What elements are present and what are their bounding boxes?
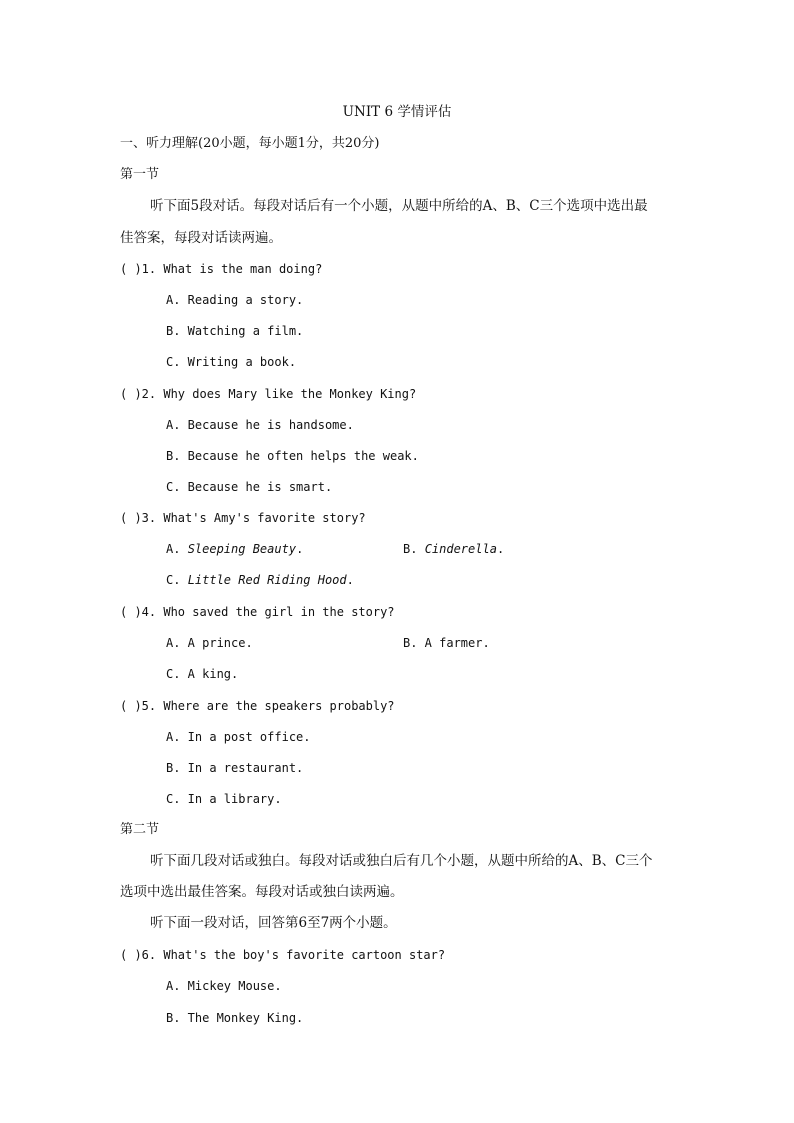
option-end: . bbox=[496, 542, 505, 556]
question-1-option-c: C. Writing a book. bbox=[166, 355, 297, 369]
section-heading: 一、听力理解(20小题，每小题1分，共20分) bbox=[120, 136, 380, 151]
question-2-option-c: C. Because he is smart. bbox=[166, 480, 333, 494]
question-4-option-b: B. A farmer. bbox=[403, 636, 490, 650]
question-2-option-b: B. Because he often helps the weak. bbox=[166, 449, 419, 463]
question-6-option-a: A. Mickey Mouse. bbox=[166, 979, 282, 993]
question-6-option-b: B. The Monkey King. bbox=[166, 1011, 304, 1025]
question-4-option-a: A. A prince. bbox=[166, 636, 253, 650]
question-5-option-c: C. In a library. bbox=[166, 792, 282, 806]
question-1-stem: ( )1. What is the man doing? bbox=[120, 262, 323, 276]
story-title: Sleeping Beauty bbox=[187, 542, 297, 556]
option-end: . bbox=[296, 542, 304, 556]
part1-heading: 第一节 bbox=[120, 167, 160, 182]
option-prefix: C. bbox=[166, 573, 188, 587]
part1-instruction-line1: 听下面5段对话。每段对话后有一个小题，从题中所给的A、B、C三个选项中选出最 bbox=[150, 198, 648, 214]
question-5-option-b: B. In a restaurant. bbox=[166, 761, 304, 775]
option-prefix: B. bbox=[403, 542, 425, 556]
part2-heading: 第二节 bbox=[120, 822, 160, 837]
part1-instruction-line2: 佳答案，每段对话读两遍。 bbox=[120, 230, 282, 246]
question-3-option-c bbox=[166, 572, 354, 588]
option-end: . bbox=[346, 573, 354, 587]
question-4-option-c: C. A king. bbox=[166, 667, 239, 681]
question-3-stem: ( )3. What's Amy's favorite story? bbox=[120, 511, 366, 525]
question-4-stem: ( )4. Who saved the girl in the story? bbox=[120, 605, 395, 619]
question-2-stem: ( )2. Why does Mary like the Monkey King? bbox=[120, 387, 417, 401]
option-prefix: A. bbox=[166, 542, 188, 556]
question-3-option-a bbox=[166, 541, 303, 557]
part2-instruction-line2: 选项中选出最佳答案。每段对话或独白读两遍。 bbox=[120, 884, 404, 900]
question-6-stem: ( )6. What's the boy's favorite cartoon star? bbox=[120, 948, 446, 962]
page-title: UNIT 6 学情评估 bbox=[342, 104, 452, 120]
story-title: Little Red Riding Hood bbox=[187, 573, 347, 587]
part2-sub-instruction: 听下面一段对话，回答第6至7两个小题。 bbox=[150, 915, 397, 931]
question-1-option-a: A. Reading a story. bbox=[166, 293, 304, 307]
question-3-option-b bbox=[403, 541, 504, 557]
question-5-stem: ( )5. Where are the speakers probably? bbox=[120, 699, 395, 713]
question-1-option-b: B. Watching a film. bbox=[166, 324, 304, 338]
question-2-option-a: A. Because he is handsome. bbox=[166, 418, 354, 432]
question-5-option-a: A. In a post office. bbox=[166, 730, 311, 744]
story-title: Cinderella bbox=[424, 542, 497, 556]
part2-instruction-line1: 听下面几段对话或独白。每段对话或独白后有几个小题，从题中所给的A、B、C三个 bbox=[150, 853, 653, 869]
